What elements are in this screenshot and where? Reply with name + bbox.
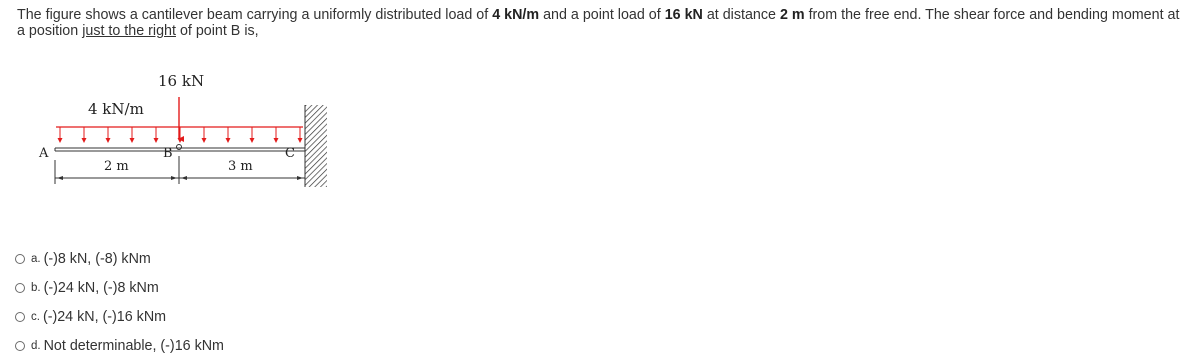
udl-arrow-head <box>202 138 207 143</box>
point-b-label: B <box>163 146 173 161</box>
option-b-letter: b. <box>31 281 41 294</box>
udl-arrow-head <box>274 138 279 143</box>
option-d[interactable] <box>15 331 224 360</box>
option-c-text: (-)24 kN, (-)16 kNm <box>42 308 167 325</box>
udl-arrow-head <box>226 138 231 143</box>
udl-label: 4 kN/m <box>88 100 144 118</box>
udl-arrow-head <box>154 138 159 143</box>
distance-value: 2 m <box>779 7 805 23</box>
option-b-text: (-)24 kN, (-)8 kNm <box>43 279 159 296</box>
dim-arrow-right <box>297 176 303 180</box>
point-b-marker <box>177 145 182 150</box>
option-d-letter: d. <box>31 339 41 352</box>
option-a-text: (-)8 kN, (-8) kNm <box>43 250 151 267</box>
udl-value: 4 kN/m <box>492 7 540 23</box>
udl-arrows <box>58 127 303 143</box>
dim-ab-label: 2 m <box>104 159 129 174</box>
option-c-letter: c. <box>31 310 40 323</box>
question-part-5: of point B is, <box>175 23 259 39</box>
question-text <box>17 7 1187 39</box>
question-part-4: from the free end. The shear force and bending moment at a position <box>17 7 1180 39</box>
point-c-label: C <box>285 146 295 161</box>
beam-figure <box>0 60 340 200</box>
question-part-1: The figure shows a cantilever beam carrying a uniformly distributed load of <box>17 7 493 23</box>
option-a-letter: a. <box>31 252 41 265</box>
fixed-support <box>305 105 327 187</box>
udl-arrow-head <box>178 138 183 143</box>
udl-arrow-head <box>130 138 135 143</box>
option-d-radio[interactable] <box>15 341 25 351</box>
dim-bc-label: 3 m <box>228 159 253 174</box>
point-load-label: 16 kN <box>158 72 205 90</box>
dim-arrow-b-left <box>171 176 177 180</box>
option-c[interactable] <box>15 302 224 331</box>
udl-arrow-head <box>250 138 255 143</box>
point-a-label: A <box>39 146 49 161</box>
option-a[interactable] <box>15 244 224 273</box>
underlined-phrase: just to the right <box>82 23 176 39</box>
udl-arrow-head <box>298 138 303 143</box>
answer-options <box>15 244 224 360</box>
point-load-value: 16 kN <box>664 7 703 23</box>
udl-arrow-head <box>82 138 87 143</box>
question-part-3: at distance <box>702 7 780 23</box>
option-c-radio[interactable] <box>15 312 25 322</box>
dim-arrow-left <box>57 176 63 180</box>
option-d-text: Not determinable, (-)16 kNm <box>43 337 224 354</box>
dim-arrow-b-right <box>181 176 187 180</box>
question-part-2: and a point load of <box>539 7 665 23</box>
option-b[interactable] <box>15 273 224 302</box>
option-b-radio[interactable] <box>15 283 25 293</box>
option-a-radio[interactable] <box>15 254 25 264</box>
udl-arrow-head <box>58 138 63 143</box>
udl-arrow-head <box>106 138 111 143</box>
